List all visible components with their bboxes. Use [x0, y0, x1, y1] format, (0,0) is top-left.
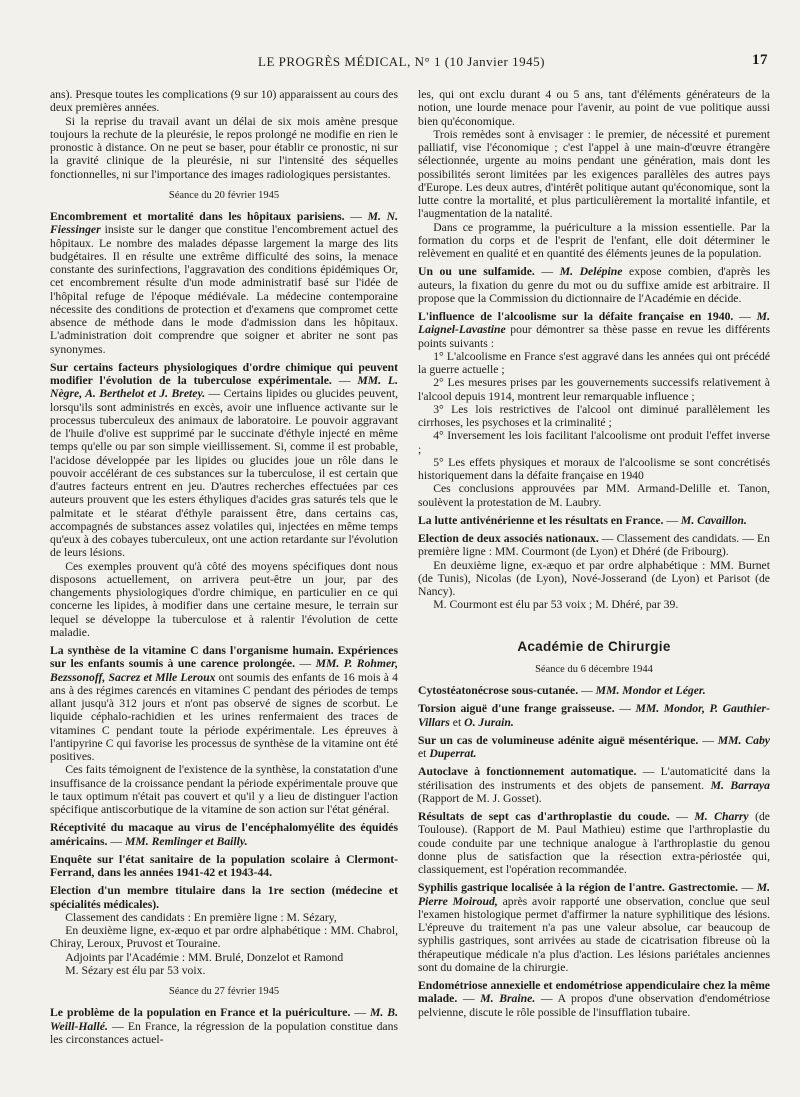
running-header	[48, 52, 768, 74]
communication-title: Endométriose annexielle et endométriose appendiculaire chez la même malade.	[418, 979, 770, 1006]
author-names: M. Delépine	[559, 265, 623, 279]
author-names: M. Barraya	[710, 778, 770, 792]
session-date: Séance du 6 décembre 1944	[535, 663, 653, 675]
communication-body: L'automaticité dans la stérilisation des instruments et des objets de pansement.	[418, 765, 770, 792]
communication: L'influence de l'alcoolisme sur la défaite française en 1940. — M. Laignel-Lavastine pour démontrer sa thèse passe en revue les différents points suivants :	[418, 310, 770, 350]
communication: Sur certains facteurs physiologiques d'ordre chimique qui peuvent modifier l'évolution de la tuberculose expérimentale. — MM. L. Nègre, A. Berthelot et J. Bretey. — Certains lipides ou glucides peuvent, lorsqu'ils sont administrés en excès, avoir une influence activante sur le processus tuberculeux des animaux de laboratoire. Le pouvoir aggravant de l'huile d'olive est supprimé par le succinate d'éthyle injecté en même temps qu'elle ou par son simple vieillissement. Si, comme il est probable, l'acidose développée par les lipides ou glucides joue un rôle dans le pouvoir accélérant de ces substances sur la tuberculose, il est certain que d'autres facteurs entrent en jeu. D'autres recherches effectuées par ces auteurs prouvent que les esters éthyliques d'acides gras saturés tels que le palmitate et le stéarat d'éthyle paraissent être, dans certains cas, accompagnés de substances assez volatiles qui, injectées en même temps qu'eux à des cobayes tuberculeux, ont une action retardante sur l'évolution de leurs lésions.	[50, 360, 398, 560]
communication: Réceptivité du macaque au virus de l'encéphalomyélite des équidés américains. — MM. Remlinger et Bailly.	[50, 821, 398, 848]
paragraph: M. Courmont est élu par 53 voix ; M. Dhéré, par 39.	[433, 598, 679, 612]
communication: Encombrement et mortalité dans les hôpitaux parisiens. — M. N. Fiessinger insiste sur le danger que constitue l'encombrement actuel des hôpitaux. Le nombre des malades dépasse largement la marge des lits budgétaires. Il en résulte une extrême difficulté des soins, la menace constante des surinfections, l'aggravation des conditions épidémiques Or, cet encombrement résulte d'un mode administratif basé sur l'idée de l'hôpital refuge de l'époque médiévale. La médecine contemporaine nécessite des conditions de protection et d'examens que compromet cette absence de méthode dans le mode d'admission dans les hôpitaux. L'administration doit comprendre que soigner et abriter ne sont pas synonymes.	[50, 210, 398, 356]
paragraph: Classement des candidats : En première ligne : M. Sézary,	[65, 910, 337, 924]
paragraph: En deuxième ligne, ex-æquo et par ordre alphabétique : MM. Chabrol, Chiray, Leroux, Pruvost et Touraine.	[50, 924, 398, 951]
communication: Torsion aiguë d'une frange graisseuse. — MM. Mondor, P. Gauthier-Villars et O. Jurain.	[418, 702, 770, 729]
author-names: M. Laignel-Lavastine	[418, 310, 770, 337]
left-column	[50, 88, 398, 1090]
communication: Syphilis gastrique localisée à la région de l'antre. Gastrectomie. — M. Pierre Moiroud, après avoir rapporté une observation, conclue que seul l'examen histologique permet d'affirmer la nature syphilitique des lésions. L'épreuve du traitement n'a pas une valeur absolue, car beaucoup de syphilis gastriques, sont arrivées au stade de cicatrisation fibreuse où la thérapeutique médicale n'a plus d'action. Les lésions pariétales anciennes sont du domaine de la chirurgie.	[418, 881, 770, 974]
communication-title: Syphilis gastrique localisée à la région de l'antre. Gastrectomie.	[418, 881, 738, 895]
communication-title: La synthèse de la vitamine C dans l'organisme humain. Expériences sur les enfants soumis à une carence prolongée.	[50, 644, 398, 671]
communication-body: après avoir rapporté une observation, conclue que seul l'examen histologique permet d'affirmer la nature syphilitique des lésions. L'épreuve du traitement n'a pas une valeur absolue, car beaucoup de syphilis gastriques, sont arrivées au stade de cicatrisation fibreuse où la thérapeutique médicale n'a plus d'action. Les lésions pariétales anciennes sont du domaine de la chirurgie.	[418, 894, 770, 974]
author-names: Duperrat.	[429, 747, 477, 760]
rapport-reference: (Rapport de M. J. Gosset).	[418, 791, 542, 805]
communication-body: Certains lipides ou glucides peuvent, lorsqu'ils sont administrés en excès, avoir une influence activante sur le processus tuberculeux des animaux de laboratoire. Le pouvoir aggravant de l'huile d'olive est supprimé par le succinate d'éthyle injecté en même temps qu'elle ou par son simple vieillissement. Si, comme il est probable, l'acidose développée par les lipides ou glucides joue un rôle dans le pouvoir accélérant de ces substances sur la tuberculose, il est certain que d'autres facteurs entrent en jeu. D'autres recherches effectuées par ces auteurs prouvent que les esters éthyliques d'acides gras saturés tels que le palmitate et le stéarat d'éthyle paraissent être, dans certains cas, accompagnés de substances assez volatiles qui, injectées en même temps qu'eux à des cobayes tuberculeux, ont une action retardante sur l'évolution de leurs lésions.	[50, 387, 398, 560]
communication-title: Cytostéatonécrose sous-cutanée.	[418, 684, 579, 697]
communication-body: insiste sur le danger que constitue l'encombrement actuel des hôpitaux. Le nombre des malades dépasse largement la marge des lits budgétaires. Il en résulte une extrême difficulté des soins, la menace constante des surinfections, l'aggravation des conditions épidémiques Or, cet encombrement résulte d'un mode administratif basé sur l'idée de l'hôpital refuge de l'époque médiévale. La médecine contemporaine nécessite des conditions de protection et d'examens que compromet cette absence de méthode dans le mode d'admission dans les hôpitaux. L'administration doit comprendre que soigner et abriter ne sont pas synonymes.	[50, 223, 398, 356]
communication-body: expose combien, d'après les auteurs, la fixation du genre du mot ou du suffixe amide est arbitraire. Il propose que la Commission du dictionnaire de l'Académie en décide.	[418, 265, 770, 305]
author-names: M. N. Fiessinger	[50, 210, 398, 237]
communication	[50, 884, 398, 911]
communication: Endométriose annexielle et endométriose appendiculaire chez la même malade. — M. Braine. — A propos d'une observation d'endométriose pelvienne, discute le rôle possible de l'insufflation tubaire.	[418, 979, 770, 1019]
communication: La lutte antivénérienne et les résultats en France. — M. Cavaillon.	[418, 513, 747, 527]
communication-body: pour démontrer sa thèse passe en revue les différents points suivants :	[418, 323, 770, 350]
author-names: M. B. Weill-Hallé.	[50, 1006, 398, 1033]
author-names: M. Cavaillon.	[680, 513, 747, 527]
communication-title: Election de deux associés nationaux.	[418, 532, 599, 545]
communication: Election de deux associés nationaux. — Classement des candidats. — En première ligne : MM. Courmont (de Lyon) et Dhéré (de Fribourg).	[418, 532, 770, 559]
list-item: 2° Les mesures prises par les gouvernements successifs relativement à l'alcool depuis 1914, montrent leur remarquable influence ;	[418, 376, 770, 403]
communication-body: En France, la régression de la population constitue dans les circonstances actuel-	[50, 1019, 398, 1046]
session-date: Séance du 20 février 1945	[168, 189, 280, 201]
communication: Autoclave à fonctionnement automatique. — L'automaticité dans la stérilisation des instruments et des objets de pansement. M. Barraya (Rapport de M. J. Gosset).	[418, 765, 770, 805]
list-item: 1° L'alcoolisme en France s'est aggravé dans les années qui ont précédé la guerre actuelle ;	[418, 349, 770, 376]
communication-body: (de Toulouse). (Rapport de M. Paul Mathieu) estime que l'arthroplastie du coude conduite par une technique analogue à l'arthroplastie du genou donne plus de satisfaction que la résection extra-périostée qui, classiquement, est l'opération recommandée.	[418, 810, 770, 876]
author-names: MM. Caby	[717, 733, 770, 747]
communication-title: Torsion aiguë d'une frange graisseuse.	[418, 702, 615, 716]
list-item: 5° Les effets physiques et moraux de l'alcoolisme se sont concrétisés historiquement dans la défaite française en 1940	[418, 455, 770, 482]
author-names: MM. L. Nègre, A. Berthelot et J. Bretey.	[50, 374, 398, 401]
list-item: 4° Inversement les lois facilitant l'alcoolisme ont produit l'effet inverse ;	[418, 429, 770, 456]
paragraph: Ces faits témoignent de l'existence de la synthèse, la constatation d'une insuffisance de la croissance pendant la période expérimentale prouve que le taux optimum n'était pas couvert et qu'il y a lieu de distinguer l'action spécifique antiscorbutique de la vitamine de son action sur l'état général.	[50, 763, 398, 816]
author-names: M. Pierre Moiroud,	[418, 881, 770, 908]
communication-title: L'influence de l'alcoolisme sur la défaite française en 1940.	[418, 310, 734, 323]
paragraph: Si la reprise du travail avant un délai de six mois amène presque toujours la rechute de la pleurésie, le repos prolongé ne modifie en rien le pronostic à distance. On ne peut se baser, pour établir ce pronostic, ni sur la gravité clinique de la pleurésie, ni sur l'intensité des séquelles fonctionnelles, ni sur l'importance des images radiologiques persistantes.	[50, 114, 398, 181]
paragraph: Adjoints par l'Académie : MM. Brulé, Donzelot et Ramond	[65, 950, 344, 964]
communication-body: Classement des candidats. — En première ligne : MM. Courmont (de Lyon) et Dhéré (de Fribourg).	[418, 532, 770, 559]
academy-heading: Académie de Chirurgie	[517, 638, 671, 654]
page-number: 17	[752, 52, 768, 68]
author-names: MM. Mondor, P. Gauthier-Villars	[418, 702, 770, 729]
paragraph: les, qui ont exclu durant 4 ou 5 ans, tant d'éléments générateurs de la notion, une lourde menace pour l'avenir, au point de vue politique aussi bien qu'économique.	[418, 88, 770, 128]
communication-title: Autoclave à fonctionnement automatique.	[418, 765, 637, 779]
paragraph: Dans ce programme, la puériculture a la mission essentielle. Par la formation du corps et de l'esprit de l'enfant, elle doit déterminer le relèvement en qualité et en quantité des éléments jeunes de la population.	[418, 220, 770, 260]
communication: Sur un cas de volumineuse adénite aiguë mésentérique. — MM. Caby et Duperrat.	[418, 733, 770, 760]
communication-title: Le problème de la population en France et la puériculture.	[50, 1006, 351, 1020]
paragraph: ans). Presque toutes les complications (9 sur 10) apparaissent au cours des deux premières années.	[50, 88, 398, 115]
communication: Un ou une sulfamide. — M. Delépine expose combien, d'après les auteurs, la fixation du genre du mot ou du suffixe amide est arbitraire. Il propose que la Commission du dictionnaire de l'Académie en décide.	[418, 265, 770, 305]
communication-title: La lutte antivénérienne et les résultats en France.	[418, 513, 664, 527]
communication: Résultats de sept cas d'arthroplastie du coude. — M. Charry (de Toulouse). (Rapport de M. Paul Mathieu) estime que l'arthroplastie du coude conduite par une technique analogue à l'arthroplastie du genou donne plus de satisfaction que la résection extra-périostée qui, classiquement, est l'opération recommandée.	[418, 810, 770, 876]
communication-title: Sur un cas de volumineuse adénite aiguë mésentérique.	[418, 733, 699, 747]
communication: La synthèse de la vitamine C dans l'organisme humain. Expériences sur les enfants soumis à une carence prolongée. — MM. P. Rohmer, Bezssonoff, Sacrez et Mlle Leroux ont soumis des enfants de 16 mois à 4 ans à des régimes carencés en vitamines C pendant des périodes de temps allant jusqu'à 312 jours et n'ont pas observé de signes de scorbut. Le liquide céphalo-rachidien et les urines renfermaient des traces de vitamines C pendant toute la période expérimentale. Les épreuves à l'antipyrine C qui favorise les processus de synthèse de la vitamine ont été positives.	[50, 644, 398, 763]
communication-title: Election d'un membre titulaire dans la 1re section (médecine et spécialités médicales).	[50, 884, 398, 911]
journal-title: LE PROGRÈS MÉDICAL, N° 1 (10 Janvier 1945)	[258, 54, 545, 69]
author-names: MM. Remlinger et Bailly.	[124, 834, 248, 848]
communication-title: Enquête sur l'état sanitaire de la population scolaire à Clermont-Ferrand, dans les années 1941-42 et 1943-44.	[50, 852, 398, 879]
communication: Le problème de la population en France et la puériculture. — M. B. Weill-Hallé. — En France, la régression de la population constitue dans les circonstances actuel-	[50, 1006, 398, 1046]
author-names: O. Jurain.	[464, 715, 514, 729]
communication	[50, 853, 398, 880]
session-date: Séance du 27 février 1945	[168, 986, 280, 997]
conjunction: et	[452, 715, 462, 729]
communication-title: Encombrement et mortalité dans les hôpitaux parisiens.	[50, 210, 345, 223]
communication-title: Sur certains facteurs physiologiques d'ordre chimique qui peuvent modifier l'évolution de la tuberculose expérimentale.	[50, 360, 398, 387]
author-names: MM. Mondor et Léger.	[595, 684, 706, 697]
list-item: 3° Les lois restrictives de l'alcool ont diminué parallèlement les cirrhoses, les psychoses et la criminalité ;	[418, 402, 770, 429]
right-column	[418, 88, 770, 1090]
communication-title: Résultats de sept cas d'arthroplastie du coude.	[418, 810, 670, 823]
communication-body: ont soumis des enfants de 16 mois à 4 ans à des régimes carencés en vitamines C pendant des périodes de temps allant jusqu'à 312 jours et n'ont pas observé de signes de scorbut. Le liquide céphalo-rachidien et les urines renfermaient des traces de vitamines C pendant toute la période expérimentale. Les épreuves à l'antipyrine C qui favorise les processus de synthèse de la vitamine ont été positives.	[50, 670, 398, 763]
communication: Cytostéatonécrose sous-cutanée. — MM. Mondor et Léger.	[418, 684, 706, 697]
communication-title: Réceptivité du macaque au virus de l'encéphalomyélite des équidés américains.	[50, 821, 398, 848]
communication-body: A propos d'une observation d'endométriose pelvienne, discute le rôle possible de l'insufflation tubaire.	[418, 992, 770, 1019]
paragraph: En deuxième ligne, ex-æquo et par ordre alphabétique : MM. Burnet (de Tunis), Nicolas (de Lyon), Nové-Josserand (de Lyon) et Parisot (de Nancy).	[418, 558, 770, 598]
paragraph: Ces exemples prouvent qu'à côté des moyens spécifiques dont nous disposons actuellement, on arrivera peut-être un jour, par des changements physiologiques d'ordre chimique, en particulier en ce qui concerne les lipides, à modifier dans une certaine mesure, le terrain sur lequel se développe la tuberculose et à ralentir l'évolution de cette maladie.	[50, 559, 398, 639]
paragraph: Ces conclusions approuvées par MM. Armand-Delille et. Tanon, soulèvent la protestation de M. Laubry.	[418, 482, 770, 509]
author-names: M. Braine.	[480, 992, 536, 1006]
communication-title: Un ou une sulfamide.	[418, 265, 535, 279]
author-names: MM. P. Rohmer, Bezssonoff, Sacrez et Mlle Leroux	[50, 657, 398, 684]
conjunction: et	[418, 747, 427, 760]
paragraph: M. Sézary est élu par 53 voix.	[65, 963, 206, 977]
author-names: M. Charry	[694, 810, 749, 823]
paragraph: Trois remèdes sont à envisager : le premier, de nécessité et purement palliatif, vise l'économique ; c'est l'appel à une main-d'œuvre étrangère sélectionnée, urgente au moins pendant une génération, mais dont les possibilités seront limitées par les exigences parallèles des autres pays d'Europe. Les deux autres, d'intérêt politique autant qu'économique, sont la lutte contre la mortalité, et plus particulièrement la mortalité infantile, et l'augmentation de la natalité.	[418, 127, 770, 221]
